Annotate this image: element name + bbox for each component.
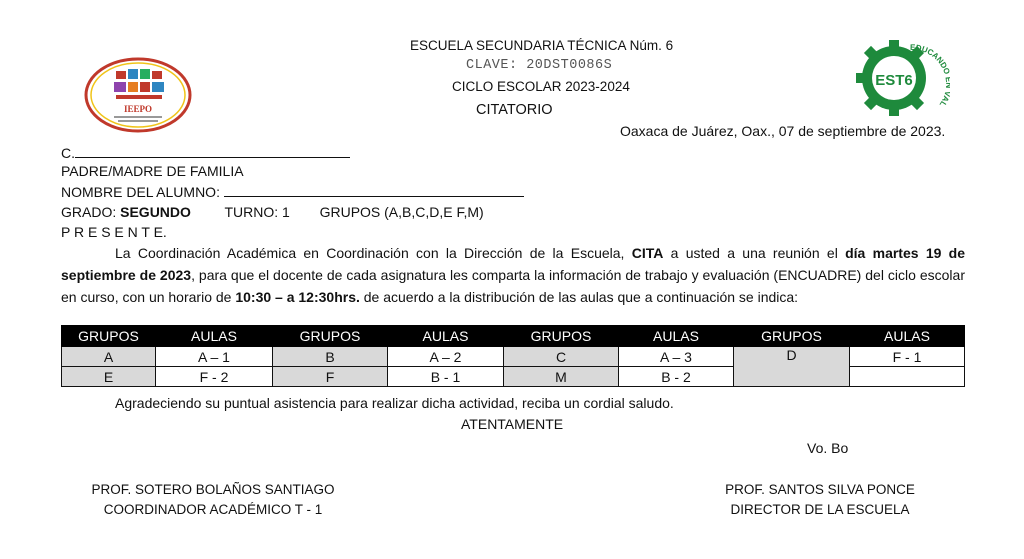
body-paragraph: [61, 242, 965, 308]
atentamente-label: ATENTAMENTE: [461, 416, 564, 432]
school-clave: CLAVE: 20DST0086S: [466, 58, 613, 73]
groups-label: GRUPOS (A,B,C,D,E F,M): [319, 204, 484, 220]
est6-logo-motto: EDUCAND AL: [909, 42, 950, 109]
group-cell: B: [273, 347, 388, 367]
body-text-2: a usted a una reunión el: [663, 245, 846, 261]
room-cell: [850, 367, 965, 387]
room-cell: B - 2: [619, 367, 734, 387]
group-cell: D: [734, 347, 850, 387]
student-name-blank-line: [224, 183, 524, 197]
presente-label: P R E S E N T E.: [61, 224, 167, 240]
body-meeting-time: 10:30 – a 12:30hrs.: [235, 289, 360, 305]
header-rooms: AULAS: [156, 326, 273, 347]
room-cell: F - 2: [156, 367, 273, 387]
director-role: DIRECTOR DE LA ESCUELA: [730, 502, 910, 517]
room-cell: B - 1: [388, 367, 504, 387]
coordinator-name: PROF. SOTERO BOLAÑOS SANTIAGO: [91, 482, 335, 497]
group-cell: A: [62, 347, 156, 367]
grade-row: [61, 204, 484, 220]
grade-value: SEGUNDO: [120, 204, 191, 220]
c-blank-line: [75, 144, 350, 158]
group-cell: M: [504, 367, 619, 387]
ieepo-logo: [84, 57, 192, 133]
coordinator-signature: [60, 480, 366, 520]
school-cycle: CICLO ESCOLAR 2023-2024: [452, 79, 630, 94]
school-name: ESCUELA SECUNDARIA TÉCNICA Núm. 6: [410, 38, 674, 53]
header-groups: GRUPOS: [273, 326, 388, 347]
header-rooms: AULAS: [850, 326, 965, 347]
place-date: Oaxaca de Juárez, Oax., 07 de septiembre de 2023.: [620, 123, 946, 139]
coordinator-role: COORDINADOR ACADÉMICO T - 1: [103, 502, 323, 517]
closing-greeting: Agradeciendo su puntual asistencia para realizar dicha actividad, reciba un cordial saludo.: [115, 395, 674, 411]
header-groups: GRUPOS: [734, 326, 850, 347]
body-text-1: La Coordinación Académica en Coordinación con la Dirección de la Escuela,: [115, 245, 632, 261]
body-text-4: de acuerdo a la distribución de las aulas que a continuación se indica:: [359, 289, 799, 305]
header-groups: GRUPOS: [62, 326, 156, 347]
room-cell: A – 3: [619, 347, 734, 367]
classroom-distribution-table: [61, 325, 965, 387]
vobo-label: Vo. Bo: [807, 440, 849, 456]
est6-gear-logo: [846, 36, 950, 120]
document-title: CITATORIO: [476, 102, 553, 118]
group-cell: E: [62, 367, 156, 387]
director-name: PROF. SANTOS SILVA PONCE: [725, 482, 915, 497]
header-rooms: AULAS: [388, 326, 504, 347]
table-header-row: [62, 326, 965, 347]
c-label: C.: [61, 145, 75, 161]
room-cell: A – 2: [388, 347, 504, 367]
group-cell: F: [273, 367, 388, 387]
shift-label: TURNO: 1: [224, 204, 290, 220]
body-cita: CITA: [631, 245, 664, 261]
student-name-label: NOMBRE DEL ALUMNO:: [61, 184, 220, 200]
body-text-3: , para que el docente de cada asignatura les comparta la información de trabajo y evaluación (ENCUADRE) del ciclo escolar en curso, con un horario de: [61, 267, 965, 305]
room-cell: F - 1: [850, 347, 965, 367]
table-row: [62, 347, 965, 367]
est6-logo-mark: EST6: [875, 72, 913, 89]
director-signature: [700, 480, 940, 520]
group-cell: C: [504, 347, 619, 367]
parent-label: PADRE/MADRE DE FAMILIA: [61, 163, 244, 179]
grade-label: GRADO:: [61, 204, 117, 220]
header-groups: GRUPOS: [504, 326, 619, 347]
student-name-field: [61, 183, 524, 200]
room-cell: A – 1: [156, 347, 273, 367]
ieepo-logo-text: IEEPO: [123, 104, 153, 114]
c-field: [61, 144, 350, 161]
header-rooms: AULAS: [619, 326, 734, 347]
body-meeting-date: día martes 19 de septiembre de 2023: [61, 245, 966, 283]
